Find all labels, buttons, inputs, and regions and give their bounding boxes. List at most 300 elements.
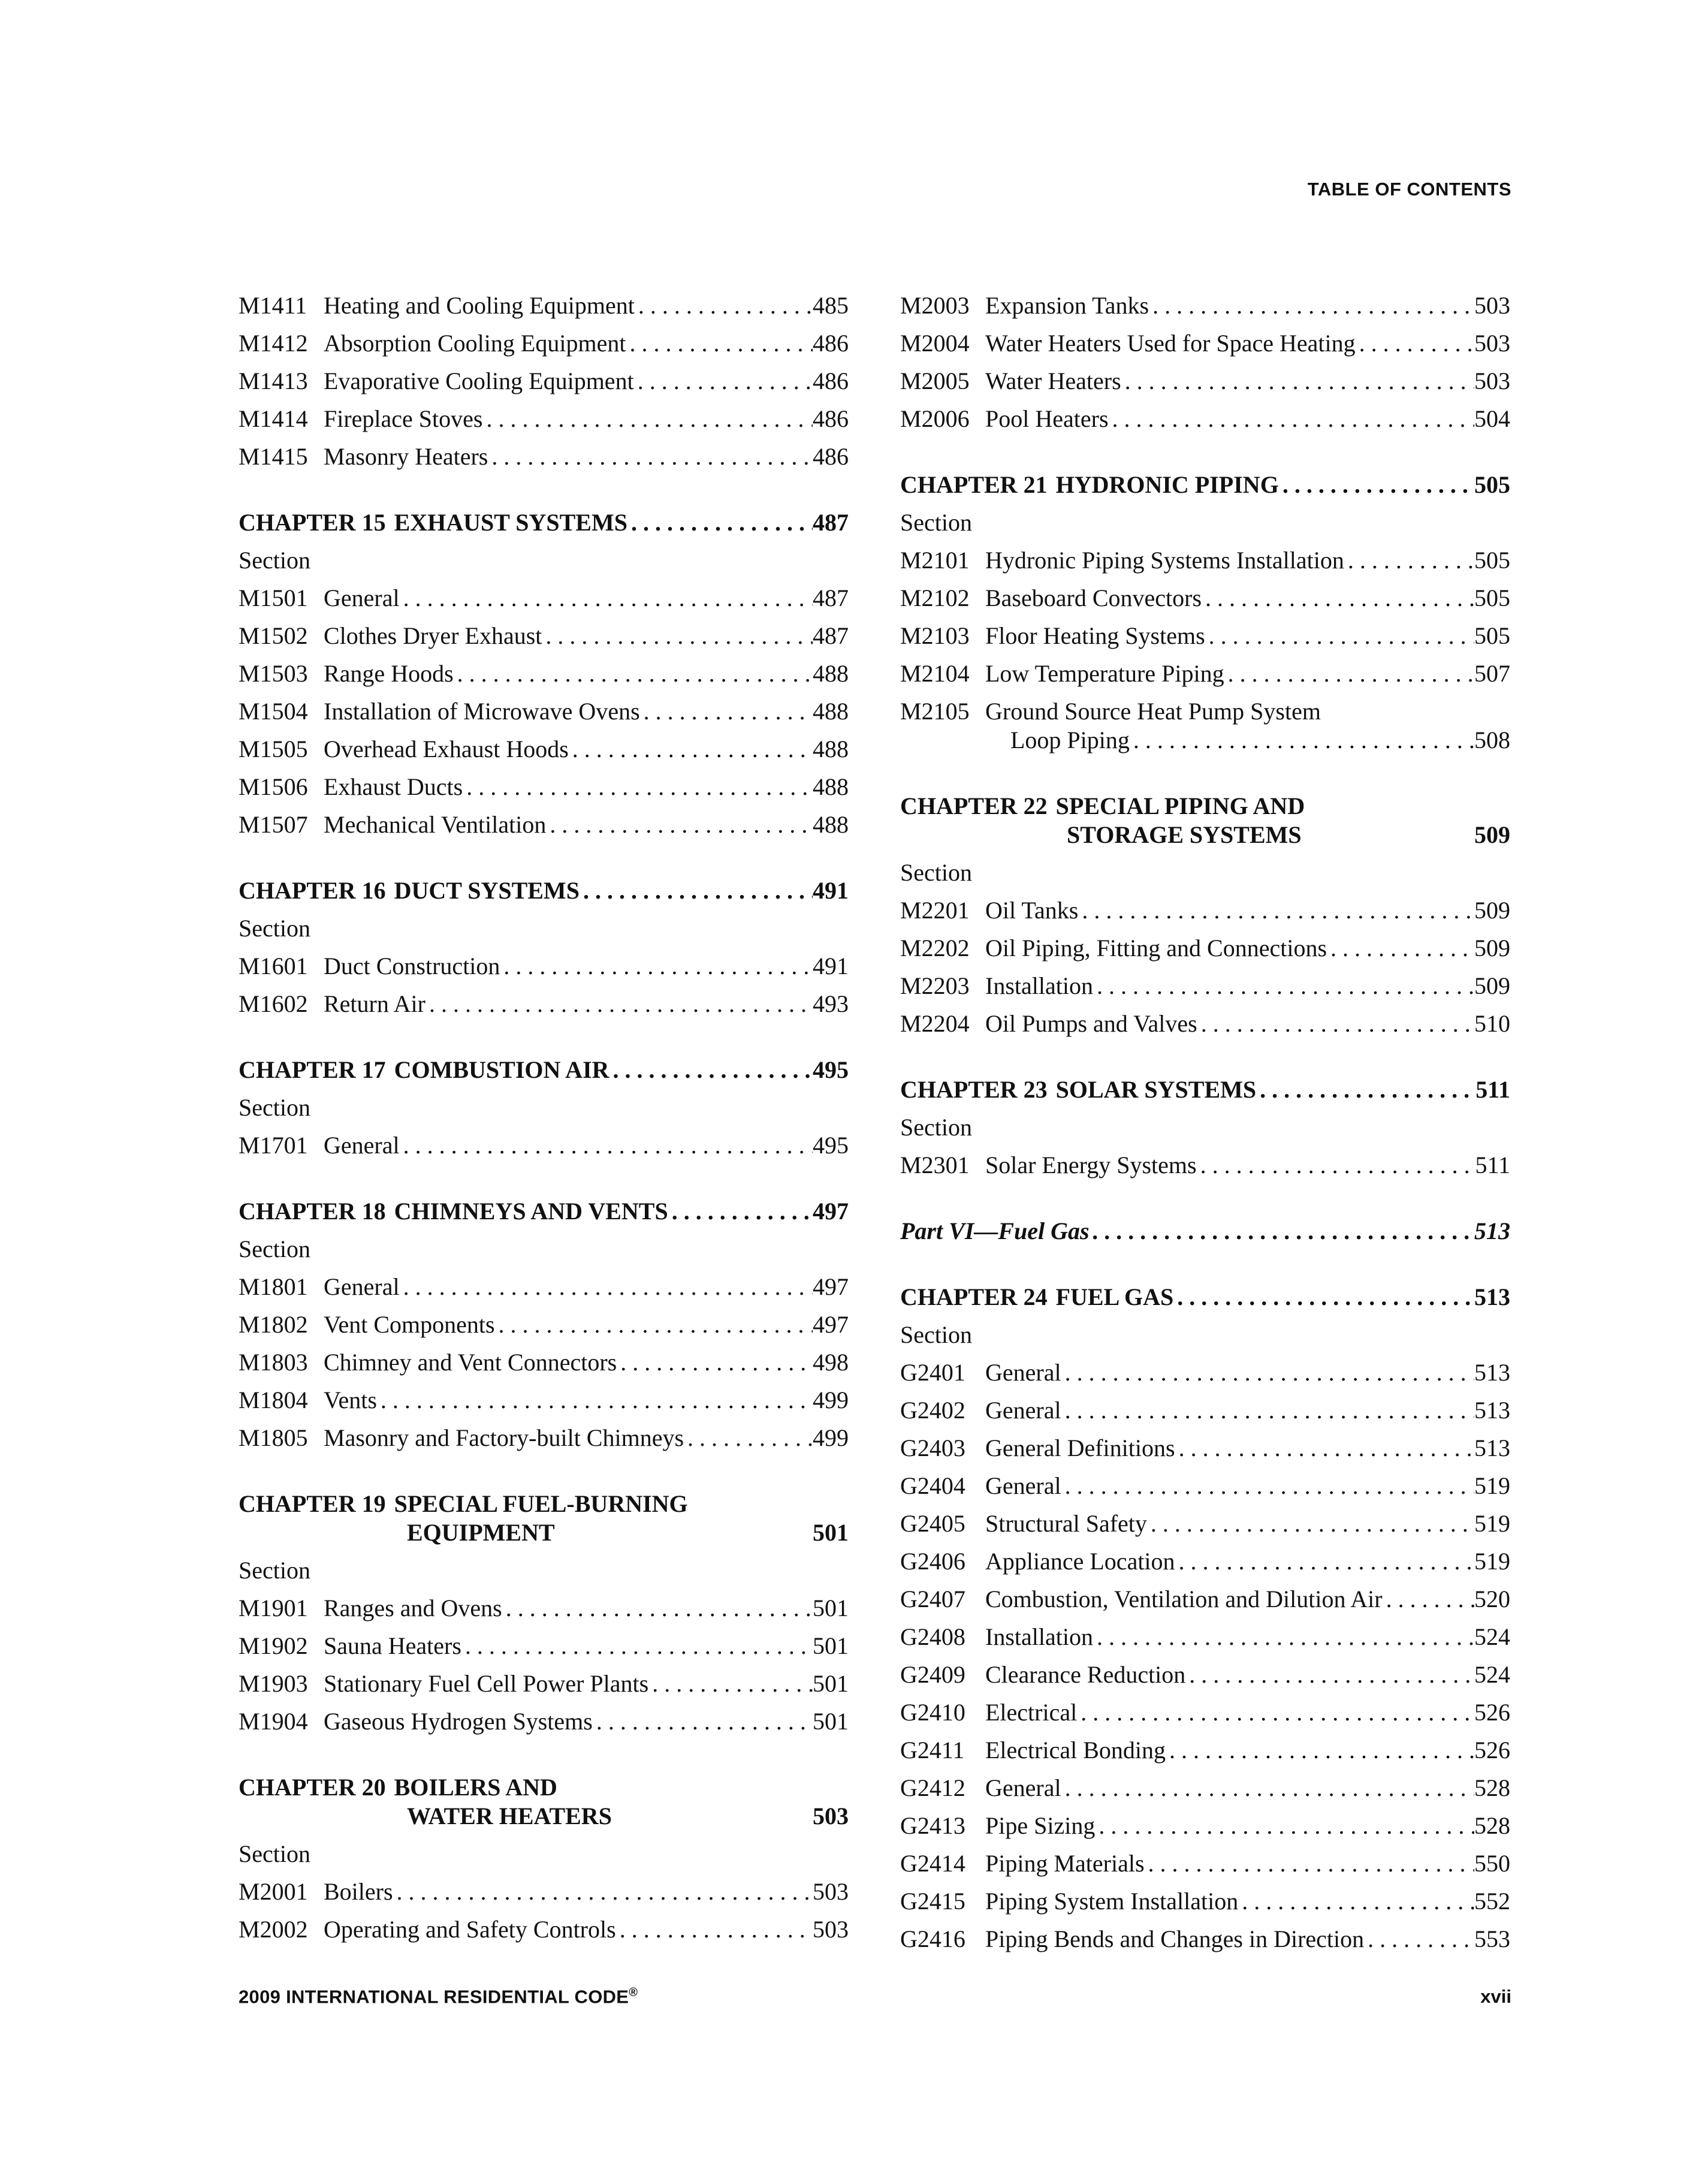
chapter-heading[interactable] [900, 1071, 1510, 1108]
toc-entry[interactable] [900, 617, 1510, 655]
dot-leader [580, 872, 813, 909]
section-title: Clothes Dryer Exhaust [324, 622, 542, 649]
chapter-heading-line2 [239, 1797, 849, 1835]
section-code: M1413 [239, 367, 308, 394]
section-code: M2104 [900, 660, 970, 687]
section-title: Electrical Bonding [985, 1737, 1166, 1764]
section-title: Range Hoods [324, 660, 454, 687]
registered-mark: ® [629, 1986, 638, 1999]
section-title: Expansion Tanks [985, 292, 1149, 319]
section-title: Oil Tanks [985, 897, 1079, 924]
section-code: M1501 [239, 584, 308, 611]
section-code: G2416 [900, 1925, 965, 1952]
dot-leader [1344, 541, 1474, 579]
toc-entry[interactable] [900, 400, 1510, 438]
section-code: M2203 [900, 972, 970, 999]
toc-entry[interactable] [900, 287, 1510, 324]
chapter-heading[interactable] [900, 787, 1510, 854]
dot-leader [1061, 1391, 1474, 1429]
toc-entry[interactable] [900, 362, 1510, 400]
page-number: 503 [813, 1878, 849, 1905]
page-number: 485 [813, 292, 849, 319]
section-title: Water Heaters [985, 367, 1121, 394]
section-code: M1901 [239, 1595, 308, 1621]
dot-leader [1256, 1071, 1475, 1108]
toc-entry[interactable] [900, 891, 1510, 929]
section-title: General [985, 1359, 1061, 1386]
page-number: 503 [1474, 330, 1510, 357]
toc-column-right [900, 287, 1510, 1958]
chapter-heading[interactable] [900, 466, 1510, 504]
page-number: 501 [813, 1708, 849, 1735]
toc-entry[interactable] [900, 1542, 1510, 1580]
section-title: Fireplace Stoves [324, 405, 483, 432]
section-code: M1805 [239, 1424, 308, 1451]
chapter-heading[interactable] [239, 1192, 849, 1230]
chapter-heading[interactable] [239, 1485, 849, 1551]
dot-leader [609, 1051, 813, 1089]
section-title: Ground Source Heat Pump System [985, 698, 1321, 725]
section-title: Floor Heating Systems [985, 622, 1205, 649]
chapter-number: CHAPTER 20 [239, 1774, 386, 1801]
section-label: Section [239, 1840, 310, 1867]
page-number: 497 [813, 1273, 849, 1300]
toc-entry[interactable] [239, 1343, 849, 1381]
page-number: 519 [1474, 1548, 1510, 1575]
chapter-title: FUEL GAS [1055, 1283, 1174, 1310]
page-number: 501 [813, 1632, 849, 1659]
toc-entry[interactable] [239, 1665, 849, 1702]
part-heading[interactable] [900, 1212, 1510, 1250]
section-title: Masonry and Factory-built Chimneys [324, 1424, 684, 1451]
page-number: 509 [1474, 935, 1510, 962]
dot-leader [635, 287, 813, 324]
section-title: Structural Safety [985, 1510, 1147, 1537]
toc-entry[interactable] [239, 1126, 849, 1164]
dot-leader [1185, 1656, 1474, 1693]
section-title: Oil Pumps and Valves [985, 1010, 1197, 1037]
toc-entry[interactable] [900, 1005, 1510, 1042]
section-code: M2103 [900, 622, 970, 649]
chapter-title: SOLAR SYSTEMS [1055, 1076, 1257, 1103]
dot-leader [616, 1910, 813, 1948]
chapter-number: CHAPTER 16 [239, 877, 386, 904]
chapter-title: HYDRONIC PIPING [1055, 471, 1279, 498]
chapter-heading[interactable] [239, 872, 849, 909]
section-code: M2002 [239, 1916, 308, 1943]
chapter-heading-line2 [239, 1514, 849, 1551]
section-code: M1701 [239, 1132, 308, 1159]
section-title: Installation of Microwave Ovens [324, 698, 640, 725]
section-title: Masonry Heaters [324, 443, 488, 470]
section-title: Electrical [985, 1699, 1078, 1726]
toc-entry[interactable] [239, 1873, 849, 1910]
dot-leader [1077, 1693, 1474, 1731]
chapter-title: CHIMNEYS AND VENTS [394, 1198, 668, 1225]
page-number: 509 [1474, 897, 1510, 924]
section-title: Vents [324, 1387, 377, 1413]
dot-leader [454, 655, 813, 692]
section-title: Exhaust Ducts [324, 773, 463, 800]
section-title: Mechanical Ventilation [324, 811, 547, 838]
section-title: General [324, 584, 400, 611]
section-code: M1505 [239, 736, 308, 762]
section-title: Oil Piping, Fitting and Connections [985, 935, 1327, 962]
section-code: G2405 [900, 1510, 965, 1537]
toc-entry[interactable] [900, 655, 1510, 692]
section-title: Absorption Cooling Equipment [324, 330, 626, 357]
section-code: G2415 [900, 1888, 965, 1915]
section-code: G2411 [900, 1737, 965, 1764]
toc-entry[interactable] [239, 400, 849, 438]
toc-entry[interactable] [239, 1419, 849, 1457]
page-number: 488 [813, 698, 849, 725]
page-number: 519 [1474, 1510, 1510, 1537]
toc-entry[interactable] [900, 579, 1510, 617]
section-code: M1415 [239, 443, 308, 470]
page-number: 501 [813, 1519, 849, 1546]
section-label: Section [900, 509, 972, 536]
toc-entry[interactable] [900, 1693, 1510, 1731]
dot-leader [640, 692, 813, 730]
section-code: M1801 [239, 1273, 308, 1300]
dot-leader [400, 1268, 813, 1306]
toc-entry[interactable] [239, 1702, 849, 1740]
page-number: 552 [1474, 1888, 1510, 1915]
section-code: G2409 [900, 1661, 965, 1688]
chapter-title-continued: STORAGE SYSTEMS [1067, 821, 1302, 848]
chapter-number: CHAPTER 19 [239, 1490, 386, 1517]
section-code: M2201 [900, 897, 970, 924]
section-title: Installation [985, 972, 1093, 999]
dot-leader [502, 1589, 813, 1627]
dot-leader [626, 324, 813, 362]
toc-entry[interactable] [239, 324, 849, 362]
section-title: Piping Bends and Changes in Direction [985, 1925, 1365, 1952]
page-number: 488 [813, 660, 849, 687]
page-number: 487 [813, 584, 849, 611]
dot-leader [1147, 1505, 1474, 1542]
dot-leader [593, 1702, 813, 1740]
page-number: 487 [813, 509, 849, 536]
chapter-heading[interactable] [239, 504, 849, 541]
page-number: 508 [1474, 727, 1510, 754]
toc-entry[interactable] [900, 1146, 1510, 1184]
dot-leader [684, 1419, 813, 1457]
page-number: 510 [1474, 1010, 1510, 1037]
dot-leader [542, 617, 813, 655]
dot-leader [1061, 1769, 1474, 1807]
section-title: Gaseous Hydrogen Systems [324, 1708, 593, 1735]
toc-entry[interactable] [900, 1505, 1510, 1542]
dot-leader [1364, 1920, 1474, 1958]
dot-leader [495, 1306, 813, 1343]
dot-leader [1093, 967, 1474, 1005]
toc-entry[interactable] [900, 1580, 1510, 1618]
section-code: M2004 [900, 330, 970, 357]
section-code: M2005 [900, 367, 970, 394]
section-label: Section [900, 1321, 972, 1348]
toc-entry[interactable] [239, 438, 849, 475]
section-code: M2204 [900, 1010, 970, 1037]
section-code: M2102 [900, 584, 970, 611]
page-number: 486 [813, 330, 849, 357]
page-number: 513 [1474, 1397, 1510, 1424]
dot-leader [1327, 929, 1474, 967]
section-code: M2101 [900, 547, 970, 574]
chapter-heading-line1 [239, 1768, 849, 1801]
footer-book-title [239, 1986, 638, 2008]
section-code: M1412 [239, 330, 308, 357]
dot-leader [1145, 1844, 1474, 1882]
chapter-heading[interactable] [900, 1278, 1510, 1316]
toc-entry[interactable] [239, 768, 849, 806]
section-title: Vent Components [324, 1311, 495, 1338]
page-number: 513 [1474, 1217, 1510, 1244]
dot-leader [1197, 1146, 1475, 1184]
dot-leader [377, 1381, 813, 1419]
page-number: 553 [1474, 1925, 1510, 1952]
toc-entry[interactable] [900, 1354, 1510, 1391]
dot-leader [1173, 1278, 1474, 1316]
dot-leader [1224, 655, 1474, 692]
toc-entry[interactable] [239, 1627, 849, 1665]
toc-entry[interactable] [239, 1589, 849, 1627]
toc-entry[interactable] [239, 617, 849, 655]
toc-entry[interactable] [239, 1268, 849, 1306]
section-title: General [324, 1273, 400, 1300]
page-number: 497 [813, 1311, 849, 1338]
chapter-number: CHAPTER 17 [239, 1056, 386, 1083]
page-number: 526 [1474, 1737, 1510, 1764]
toc-entry[interactable] [900, 1844, 1510, 1882]
page-number: 526 [1474, 1699, 1510, 1726]
dot-leader [400, 579, 813, 617]
page-number: 493 [813, 990, 849, 1017]
section-code: M2003 [900, 292, 970, 319]
section-code: G2412 [900, 1774, 965, 1801]
toc-entry[interactable] [900, 1769, 1510, 1807]
dot-leader [1093, 1618, 1474, 1656]
section-code: M1502 [239, 622, 308, 649]
section-title: Clearance Reduction [985, 1661, 1186, 1688]
dot-leader [1061, 1354, 1474, 1391]
chapter-heading[interactable] [239, 1051, 849, 1089]
dot-leader [426, 985, 813, 1023]
section-title: Appliance Location [985, 1548, 1175, 1575]
dot-leader [546, 806, 813, 843]
section-title: Ranges and Ovens [324, 1595, 502, 1621]
section-title: Combustion, Ventilation and Dilution Air [985, 1586, 1383, 1613]
toc-entry[interactable] [900, 1429, 1510, 1467]
toc-entry[interactable] [900, 1656, 1510, 1693]
toc-entry[interactable] [239, 1910, 849, 1948]
page-number: 501 [813, 1595, 849, 1621]
toc-entry[interactable] [239, 287, 849, 324]
footer-title-text: 2009 INTERNATIONAL RESIDENTIAL CODE [239, 1986, 629, 2008]
page-number: 497 [813, 1198, 849, 1225]
toc-entry[interactable] [239, 1381, 849, 1419]
dot-leader [461, 1627, 813, 1665]
toc-entry[interactable] [900, 692, 1510, 759]
page-number: 520 [1474, 1586, 1510, 1613]
section-title: Sauna Heaters [324, 1632, 461, 1659]
page-number: 503 [813, 1916, 849, 1943]
section-title: Return Air [324, 990, 426, 1017]
section-label: Section [239, 1557, 310, 1584]
dot-leader [500, 947, 813, 985]
section-label: Section [239, 915, 310, 942]
section-code: G2414 [900, 1850, 965, 1877]
toc-entry[interactable] [900, 1731, 1510, 1769]
chapter-number: CHAPTER 18 [239, 1198, 386, 1225]
dot-leader [1130, 721, 1474, 759]
dot-leader [1061, 1467, 1474, 1505]
section-label: Section [239, 1094, 310, 1121]
dot-leader [1090, 1212, 1474, 1250]
page-number: 513 [1474, 1359, 1510, 1386]
chapter-number: CHAPTER 24 [900, 1283, 1048, 1310]
dot-leader [569, 730, 813, 768]
toc-entry[interactable] [900, 1391, 1510, 1429]
section-title: General [324, 1132, 400, 1159]
dot-leader [400, 1126, 813, 1164]
page-number: 505 [1474, 584, 1510, 611]
toc-entry[interactable] [239, 806, 849, 843]
section-code: M1803 [239, 1349, 308, 1376]
toc-entry[interactable] [239, 655, 849, 692]
section-title: General [985, 1397, 1061, 1424]
section-code: M1414 [239, 405, 308, 432]
dot-leader [1149, 287, 1474, 324]
section-code: M1503 [239, 660, 308, 687]
page-number: 513 [1474, 1434, 1510, 1461]
page-number: 511 [1475, 1152, 1510, 1179]
toc-entry[interactable] [900, 967, 1510, 1005]
page-number: 499 [813, 1424, 849, 1451]
toc-entry[interactable] [900, 1467, 1510, 1505]
section-title: Solar Energy Systems [985, 1152, 1197, 1179]
toc-entry[interactable] [900, 1920, 1510, 1958]
dot-leader [1121, 362, 1474, 400]
page-number: 528 [1474, 1812, 1510, 1839]
page-number: 491 [813, 877, 849, 904]
part-title: Part VI—Fuel Gas [900, 1217, 1090, 1244]
section-code: M1507 [239, 811, 308, 838]
section-code: M2105 [900, 698, 970, 725]
page-number: 528 [1474, 1774, 1510, 1801]
section-code: G2408 [900, 1623, 965, 1650]
section-code: M1602 [239, 990, 308, 1017]
section-title: Overhead Exhaust Hoods [324, 736, 569, 762]
dot-leader [1197, 1005, 1474, 1042]
dot-leader [1166, 1731, 1474, 1769]
page-number: 550 [1474, 1850, 1510, 1877]
chapter-heading[interactable] [239, 1768, 849, 1835]
dot-leader [483, 400, 813, 438]
page-number: 509 [1474, 821, 1510, 848]
toc-entry[interactable] [900, 1618, 1510, 1656]
section-code: G2410 [900, 1699, 965, 1726]
chapter-title: SPECIAL FUEL-BURNING [394, 1490, 688, 1517]
page-number: 495 [813, 1056, 849, 1083]
section-code: M1902 [239, 1632, 308, 1659]
section-title: Heating and Cooling Equipment [324, 292, 635, 319]
section-code: G2403 [900, 1434, 965, 1461]
section-title: General [985, 1774, 1061, 1801]
toc-entry[interactable] [239, 947, 849, 985]
toc-entry[interactable] [239, 730, 849, 768]
footer-page-number: xvii [1480, 1986, 1511, 2007]
page-number: 488 [813, 773, 849, 800]
dot-leader [1205, 617, 1474, 655]
toc-entry[interactable] [239, 579, 849, 617]
section-label: Section [239, 547, 310, 574]
toc-column-left [239, 287, 849, 1948]
section-title: Stationary Fuel Cell Power Plants [324, 1670, 649, 1697]
dot-leader [1279, 466, 1474, 504]
section-code: M1904 [239, 1708, 308, 1735]
toc-entry[interactable] [239, 362, 849, 400]
section-title: Piping Materials [985, 1850, 1145, 1877]
section-title: Duct Construction [324, 953, 500, 979]
running-header: TABLE OF CONTENTS [1307, 179, 1511, 200]
dot-leader [1356, 324, 1474, 362]
section-code: G2413 [900, 1812, 965, 1839]
toc-entry[interactable] [239, 985, 849, 1023]
section-code: M1506 [239, 773, 308, 800]
chapter-title: BOILERS AND [394, 1774, 557, 1801]
toc-entry[interactable] [900, 1882, 1510, 1920]
section-title: Chimney and Vent Connectors [324, 1349, 617, 1376]
page-number: 509 [1474, 972, 1510, 999]
page-number: 503 [1474, 292, 1510, 319]
section-code: G2407 [900, 1586, 965, 1613]
toc-entry[interactable] [900, 541, 1510, 579]
chapter-title: COMBUSTION AIR [394, 1056, 609, 1083]
section-title: Evaporative Cooling Equipment [324, 367, 634, 394]
section-label: Section [239, 1235, 310, 1262]
section-title: Piping System Installation [985, 1888, 1239, 1915]
section-code: M2001 [239, 1878, 308, 1905]
section-code: M2006 [900, 405, 970, 432]
toc-entry[interactable] [239, 1306, 849, 1343]
page-number: 505 [1474, 471, 1510, 498]
chapter-title: EXHAUST SYSTEMS [394, 509, 627, 536]
section-code: M2301 [900, 1152, 970, 1179]
chapter-number: CHAPTER 23 [900, 1076, 1048, 1103]
chapter-title: DUCT SYSTEMS [394, 877, 580, 904]
section-title: Water Heaters Used for Space Heating [985, 330, 1356, 357]
dot-leader [1109, 400, 1474, 438]
dot-leader [634, 362, 813, 400]
toc-entry[interactable] [900, 1807, 1510, 1844]
page-number: 511 [1475, 1076, 1510, 1103]
section-code: G2401 [900, 1359, 965, 1386]
section-title: General Definitions [985, 1434, 1175, 1461]
toc-entry[interactable] [900, 929, 1510, 967]
section-title: General [985, 1472, 1061, 1499]
toc-entry[interactable] [900, 324, 1510, 362]
section-title: Pool Heaters [985, 405, 1109, 432]
page-number: 498 [813, 1349, 849, 1376]
dot-leader [1078, 891, 1474, 929]
dot-leader [488, 438, 813, 475]
page-number: 524 [1474, 1623, 1510, 1650]
dot-leader [668, 1192, 813, 1230]
page-number: 487 [813, 622, 849, 649]
toc-entry[interactable] [239, 692, 849, 730]
